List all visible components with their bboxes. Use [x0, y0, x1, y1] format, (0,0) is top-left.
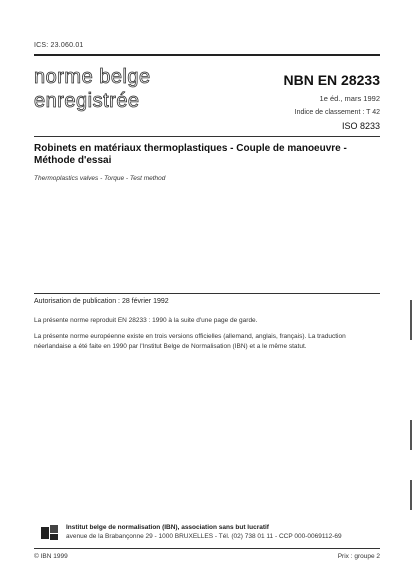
scan-edge-mark [410, 480, 412, 510]
authorization-date: Autorisation de publication : 28 février 1992 [34, 298, 169, 305]
document-title-line-1: Robinets en matériaux thermoplastiques - Couple de manoeuvre - [34, 143, 347, 154]
ics-code: ICS: 23.060.01 [34, 42, 84, 49]
ibn-logo-icon [40, 524, 60, 542]
translation-note: La présente norme européenne existe en trois versions officielles (allemand, anglais, français). La traduction néerlandaise a été faite en 1990 par l'Institut Belge de Normalisation (IBN) et a le même statut. [34, 333, 346, 350]
scan-edge-mark [410, 420, 412, 450]
scan-edge-mark [410, 300, 412, 340]
brand-line-2: enregistrée [34, 90, 140, 112]
price-group: Prix : groupe 2 [337, 553, 380, 560]
footer-divider [34, 548, 380, 549]
authorization-divider [34, 293, 380, 294]
brand-line-1: norme belge [34, 66, 151, 88]
iso-reference: ISO 8233 [341, 121, 380, 131]
title-divider [34, 136, 380, 137]
document-title-line-2: Méthode d'essai [34, 155, 112, 166]
institute-address: avenue de la Brabançonne 29 - 1000 BRUXELLES - Tél. (02) 738 01 11 - CCP 000-0069112-69 [66, 533, 342, 540]
standard-code: NBN EN 28233 [283, 72, 380, 88]
institute-name: Institut belge de normalisation (IBN), association sans but lucratif [66, 524, 269, 531]
classification-index: Indice de classement : T 42 [294, 109, 380, 116]
copyright: © IBN 1999 [34, 553, 68, 560]
reproduction-note: La présente norme reproduit EN 28233 : 1990 à la suite d'une page de garde. [34, 317, 258, 324]
edition-date: 1e éd., mars 1992 [319, 94, 380, 103]
keywords: Thermoplastics valves - Torque - Test method [34, 175, 166, 182]
top-divider [34, 54, 380, 56]
